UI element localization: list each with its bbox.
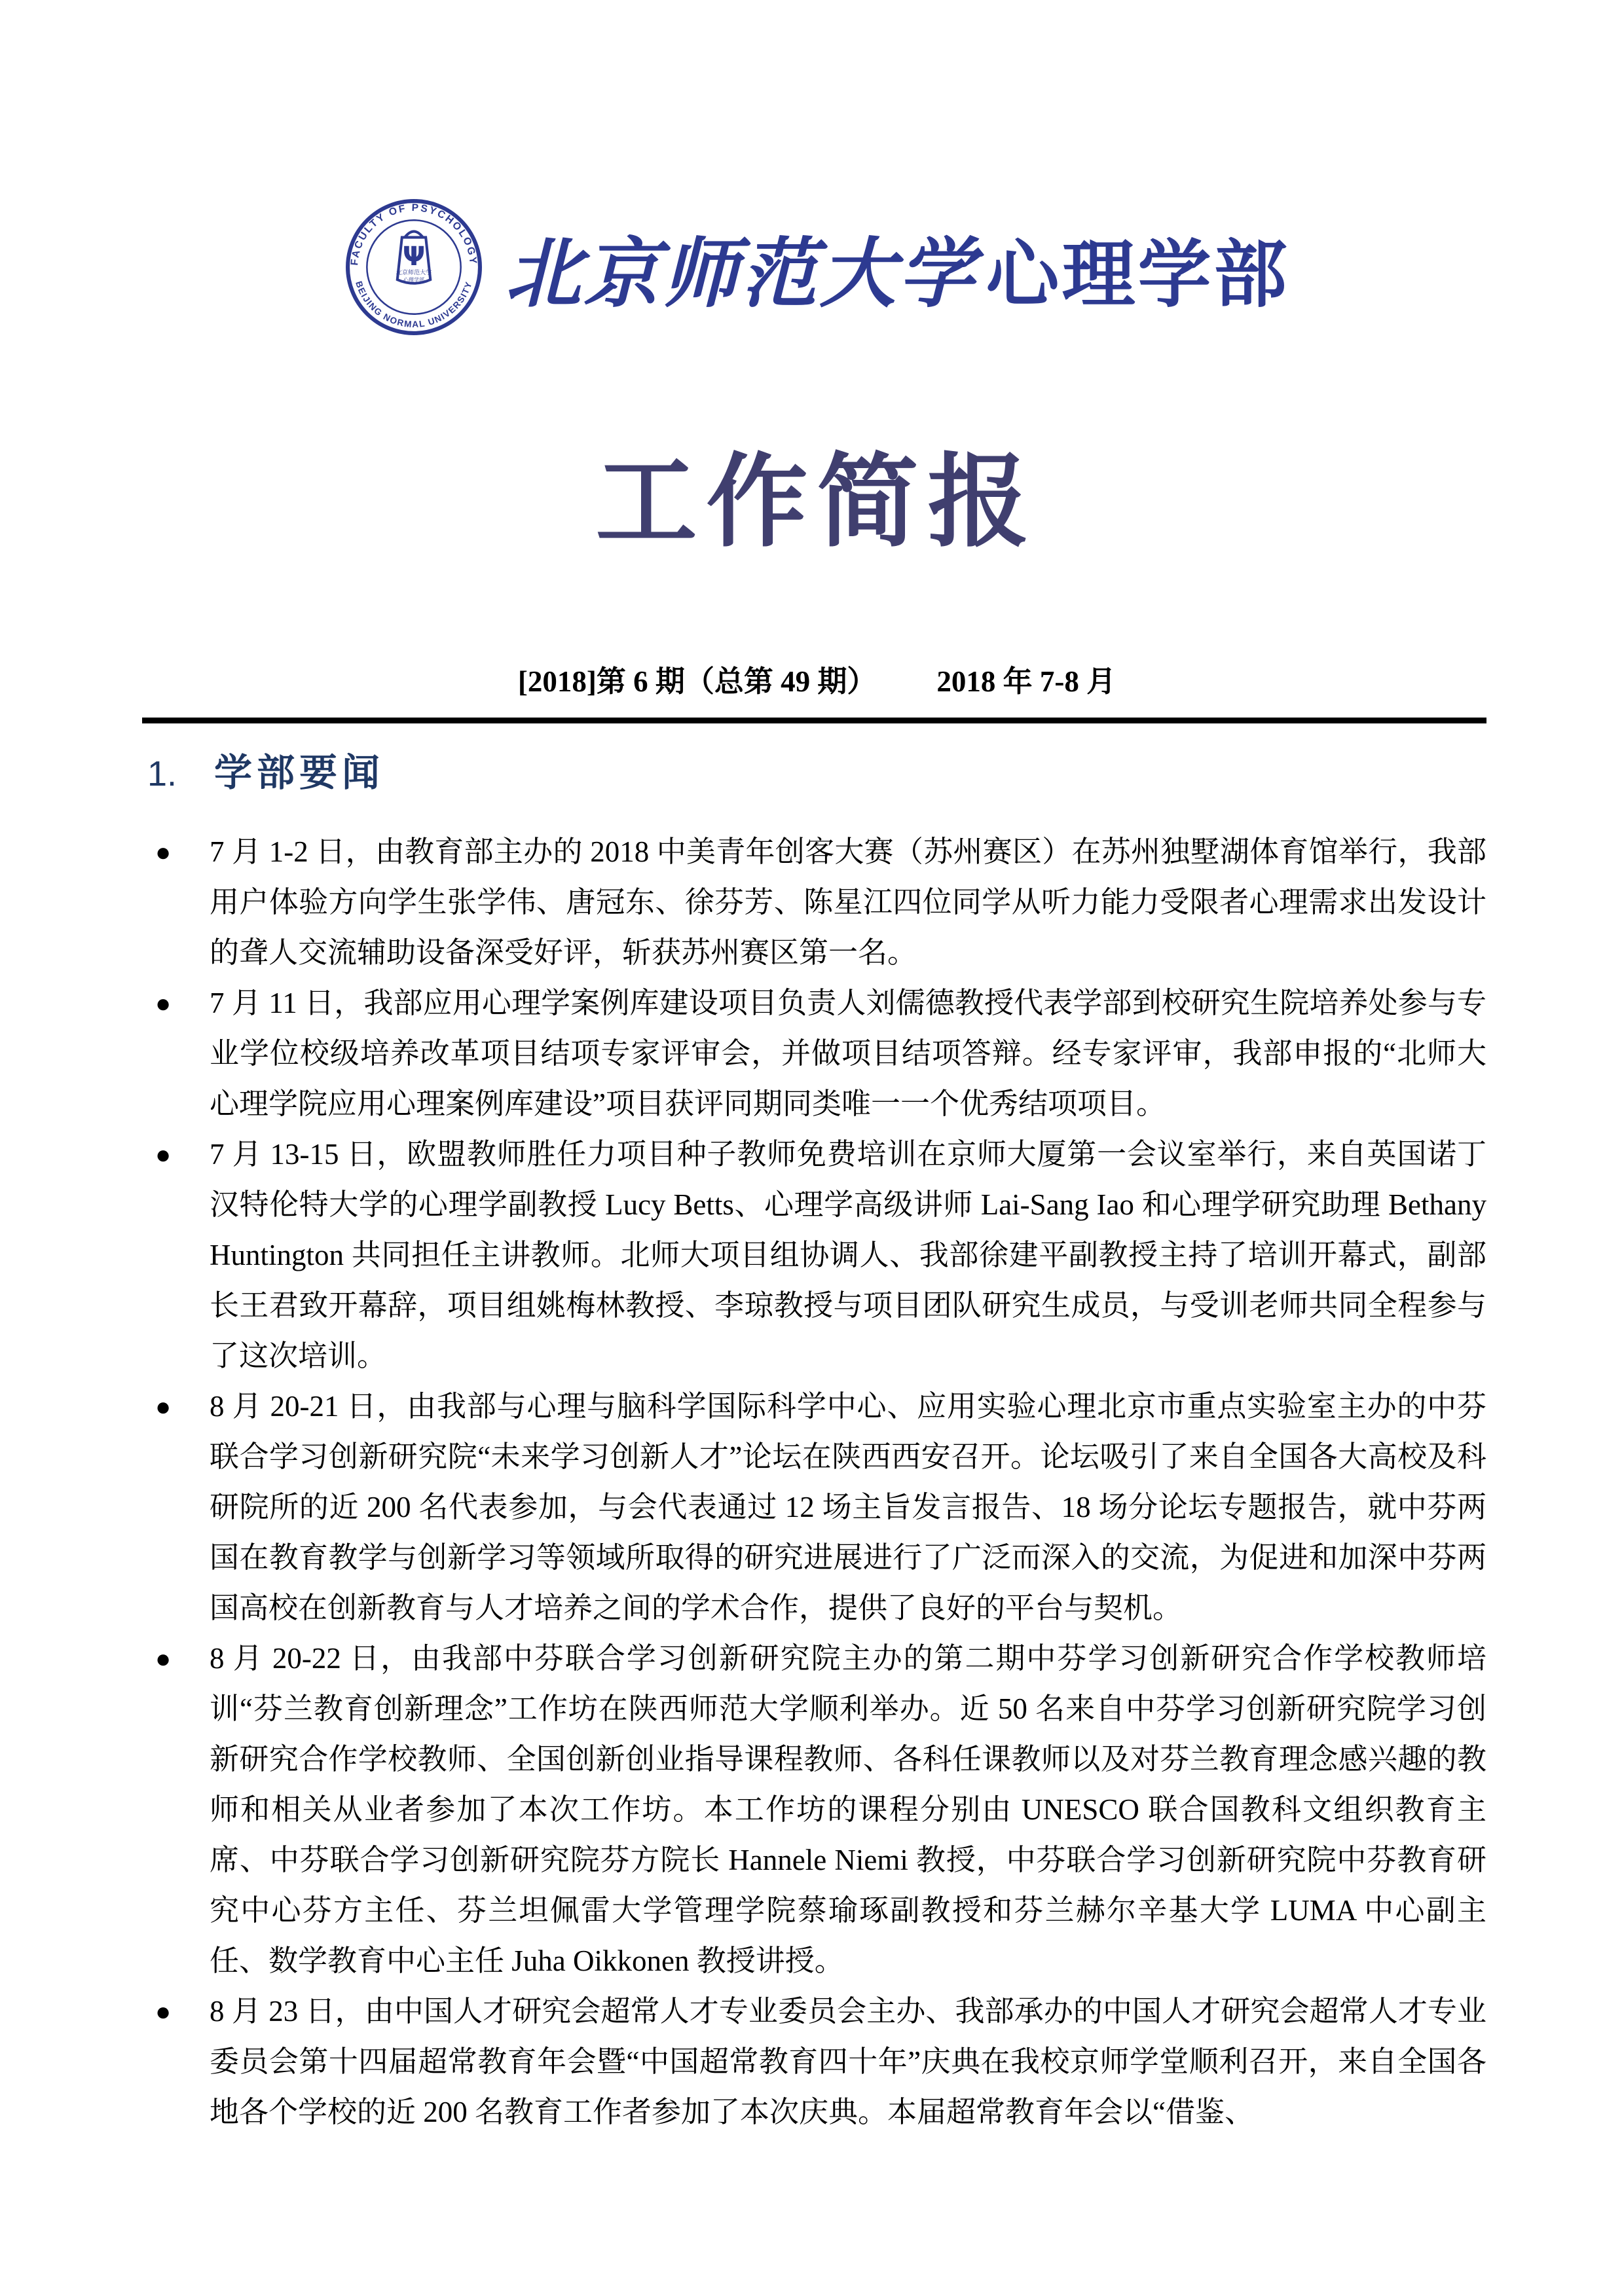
university-seal-icon — [344, 198, 483, 337]
seal-bottom-text: BEIJING NORMAL UNIVERSITY — [353, 280, 474, 330]
seal-top-text: FACULTY OF PSYCHOLOGY — [348, 202, 479, 266]
section-heading — [147, 742, 1486, 797]
news-item: ● 8 月 23 日，由中国人才研究会超常人才专业委员会主办、我部承办的中国人才研究会超常人才专业委员会第十四届超常教育年会暨“中国超常教育四十年”庆典在我校京师学堂顺利召开，来自全国各地各个学校的近 200 名教育工作者参加了本次庆典。本届超常教育年会以“借鉴、 — [147, 1986, 1486, 2138]
seal-bell-handle — [405, 231, 422, 236]
seal-cn-line2: 心理学部 — [403, 277, 424, 283]
brand-logotype — [506, 213, 1290, 322]
divider-rule — [142, 718, 1486, 723]
news-list — [147, 827, 1486, 2138]
news-item: ● 7 月 1-2 日，由教育部主办的 2018 中美青年创客大赛（苏州赛区）在苏州独墅湖体育馆举行，我部用户体验方向学生张学伟、唐冠东、徐芬芳、陈星江四位同学从听力能力受限者心理需求出发设计的聋人交流辅助设备深受好评，斩获苏州赛区第一名。 — [147, 827, 1486, 978]
brand-script-text: 北京师范大学 — [505, 228, 977, 318]
section-title: 学部要闻 — [214, 752, 385, 794]
issue-date: 2018 年 7-8 月 — [936, 665, 1116, 698]
document-title: 工作简报 — [595, 446, 1039, 559]
masthead — [147, 196, 1486, 338]
brand-bold-text: 心理学部 — [986, 233, 1290, 316]
issue-line — [147, 665, 1486, 698]
seal-cn-line1: 北京师范大学 — [396, 269, 432, 276]
news-item: ● 7 月 13-15 日，欧盟教师胜任力项目种子教师免费培训在京师大厦第一会议室举行，来自英国诺丁汉特伦特大学的心理学副教授 Lucy Betts、心理学高级讲师 Lai-Sang Iao 和心理学研究助理 Bethany Huntington 共同担任主讲教师。北师大项目组协调人、我部徐建平副教授主持了培训开幕式，副部长王君致开幕辞，项目组姚梅林教授、李琼教授与项目团队研究生成员，与受训老师共同全程参与了这次培训。 — [147, 1129, 1486, 1381]
seal-psi-symbol: Ψ — [402, 240, 425, 272]
news-item: ● 7 月 11 日，我部应用心理学案例库建设项目负责人刘儒德教授代表学部到校研究生院培养处参与专业学位校级培养改革项目结项专家评审会，并做项目结项答辩。经专家评审，我部申报的“北师大心理学院应用心理案例库建设”项目获评同期同类唯一一个优秀结项项目。 — [147, 978, 1486, 1129]
issue-number: [2018]第 6 期（总第 49 期） — [517, 665, 877, 698]
section-number: 1. — [147, 754, 177, 793]
news-item: ● 8 月 20-21 日，由我部与心理与脑科学国际科学中心、应用实验心理北京市重点实验室主办的中芬联合学习创新研究院“未来学习创新人才”论坛在陕西西安召开。论坛吸引了来自全国各大高校及科研院所的近 200 名代表参加，与会代表通过 12 场主旨发言报告、18 场分论坛专题报告，就中芬两国在教育教学与创新学习等领域所取得的研究进展进行了广泛而深入的交流，为促进和加深中芬两国高校在创新教育与人才培养之间的学术合作，提供了良好的平台与契机。 — [147, 1381, 1486, 1633]
news-item: ● 8 月 20-22 日，由我部中芬联合学习创新研究院主办的第二期中芬学习创新研究合作学校教师培训“芬兰教育创新理念”工作坊在陕西师范大学顺利举办。近 50 名来自中芬学习创新研究院学习创新研究合作学校教师、全国创新创业指导课程教师、各科任课教师以及对芬兰教育理念感兴趣的教师和相关从业者参加了本次工作坊。本工作坊的课程分别由 UNESCO 联合国教科文组织教育主席、中芬联合学习创新研究院芬方院长 Hannele Niemi 教授，中芬联合学习创新研究院中芬教育研究中心芬方主任、芬兰坦佩雷大学管理学院蔡瑜琢副教授和芬兰赫尔辛基大学 LUMA 中心副主任、数学教育中心主任 Juha Oikkonen 教授讲授。 — [147, 1633, 1486, 1986]
